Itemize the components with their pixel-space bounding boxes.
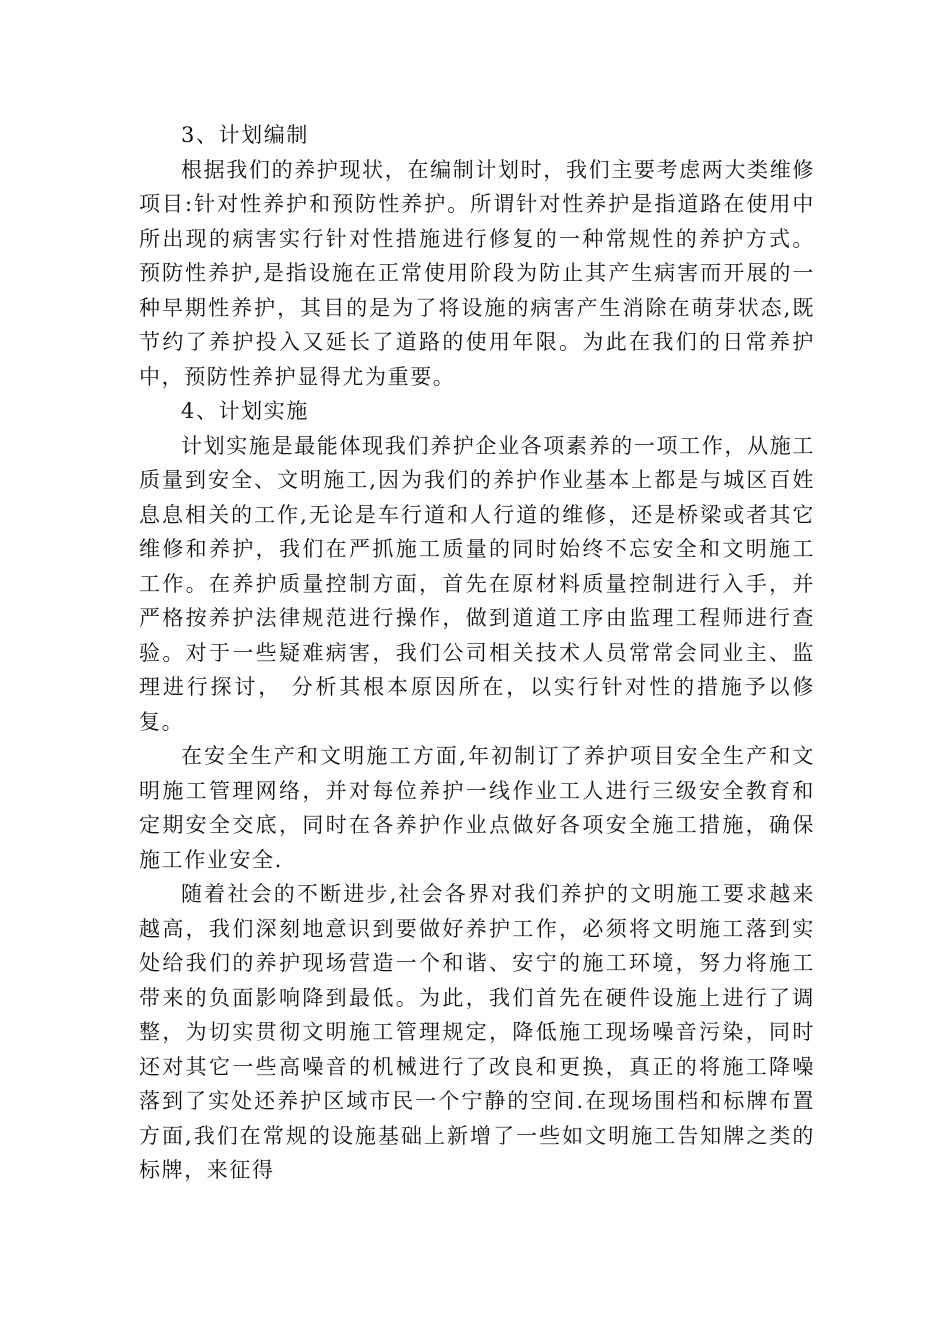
document-body <box>139 118 815 1188</box>
paragraph-safety-production: 在安全生产和文明施工方面,年初制订了养护项目安全生产和文明施工管理网络，并对每位养护一线作业工人进行三级安全教育和定期安全交底，同时在各养护作业点做好各项安全施工措施，确保施工作业安全. <box>139 744 815 872</box>
paragraph-plan-compilation: 根据我们的养护现状，在编制计划时，我们主要考虑两大类维修项目:针对性养护和预防性养护。所谓针对性养护是指道路在使用中所出现的病害实行针对性措施进行修复的一种常规性的养护方式。预防性养护,是指设施在正常使用阶段为防止其产生病害而开展的一种早期性养护，其目的是为了将设施的病害产生消除在萌芽状态,既节约了养护投入又延长了道路的使用年限。为此在我们的日常养护中，预防性养护显得尤为重要。 <box>139 157 815 389</box>
section-heading-plan-compilation: 3、计划编制 <box>181 123 309 147</box>
paragraph-civilized-construction: 随着社会的不断进步,社会各界对我们养护的文明施工要求越来越高，我们深刻地意识到要做好养护工作，必须将文明施工落到实处给我们的养护现场营造一个和谐、安宁的施工环境，努力将施工带来的负面影响降到最低。为此，我们首先在硬件设施上进行了调整，为切实贯彻文明施工管理规定，降低施工现场噪音污染，同时还对其它一些高噪音的机械进行了改良和更换，真正的将施工降噪落到了实处还养护区域市民一个宁静的空间.在现场围档和标牌布置方面,我们在常规的设施基础上新增了一些如文明施工告知牌之类的标牌，来征得 <box>139 882 815 1182</box>
paragraph-plan-implementation: 计划实施是最能体现我们养护企业各项素养的一项工作，从施工质量到安全、文明施工,因为我们的养护作业基本上都是与城区百姓息息相关的工作,无论是车行道和人行道的维修，还是桥梁或者其它维修和养护，我们在严抓施工质量的同时始终不忘安全和文明施工工作。在养护质量控制方面，首先在原材料质量控制进行入手，并严格按养护法律规范进行操作，做到道道工序由监理工程师进行查验。对于一些疑难病害，我们公司相关技术人员常常会同业主、监理进行探讨， 分析其根本原因所在，以实行针对性的措施予以修复。 <box>139 433 815 734</box>
section-heading-plan-implementation: 4、计划实施 <box>181 399 309 423</box>
